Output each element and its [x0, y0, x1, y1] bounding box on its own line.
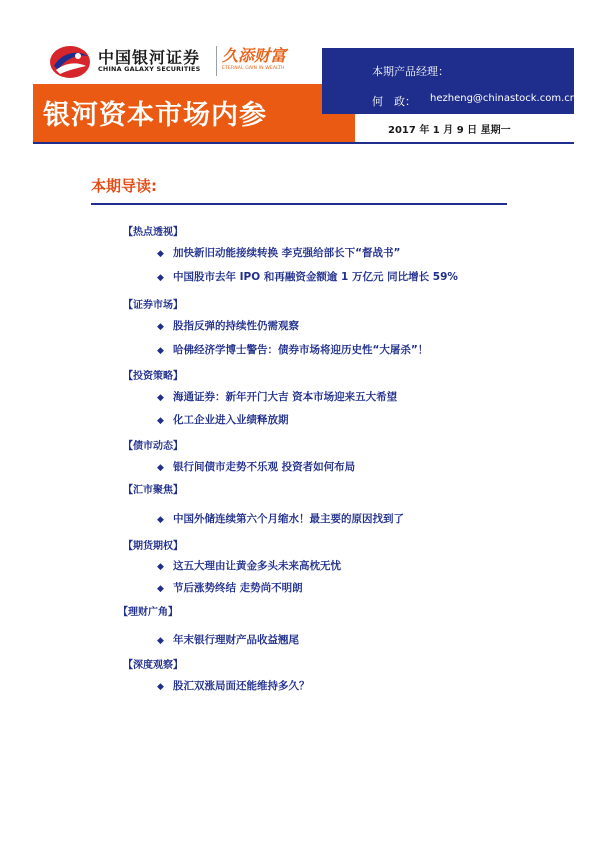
section-label-depth: 【深度观察】	[123, 660, 183, 671]
section-label-wealth: 【理财广角】	[118, 607, 178, 618]
diamond-bullet-icon: ◆	[157, 322, 164, 332]
section-label-strategy: 【投资策略】	[123, 371, 183, 382]
section-label-fx: 【汇市聚焦】	[123, 485, 183, 496]
diamond-bullet-icon: ◆	[157, 515, 164, 525]
galaxy-logo-icon	[48, 44, 92, 80]
toc-item[interactable]: ◆ 年末银行理财产品收益翘尾	[157, 634, 299, 646]
diamond-bullet-icon: ◆	[157, 249, 164, 259]
toc-item[interactable]: ◆ 海通证券：新年开门大吉 资本市场迎来五大希望	[157, 391, 398, 403]
diamond-bullet-icon: ◆	[157, 562, 164, 572]
issue-date: 2017 年 1 月 9 日 星期一	[388, 125, 511, 136]
manager-label: 本期产品经理：	[372, 65, 449, 78]
toc-item[interactable]: ◆ 化工企业进入业绩释放期	[157, 414, 289, 426]
diamond-bullet-icon: ◆	[157, 416, 164, 426]
diamond-bullet-icon: ◆	[157, 584, 164, 594]
toc-item[interactable]: ◆ 中国外储连续第六个月缩水！最主要的原因找到了	[157, 513, 404, 525]
diamond-bullet-icon: ◆	[157, 636, 164, 646]
section-label-futures: 【期货期权】	[123, 541, 183, 552]
section-label-hot: 【热点透视】	[123, 227, 183, 238]
guide-title: 本期导读:	[91, 177, 157, 195]
sub-brand-cn: 久添财富	[222, 46, 287, 65]
toc-item[interactable]: ◆ 中国股市去年 IPO 和再融资金额逾 1 万亿元 同比增长 59%	[157, 271, 458, 283]
toc-item[interactable]: ◆ 节后涨势终结 走势尚不明朗	[157, 582, 303, 594]
section-label-securities: 【证券市场】	[123, 300, 183, 311]
brand-name-en: CHINA GALAXY SECURITIES	[98, 65, 201, 73]
manager-name: 何 政：	[372, 95, 416, 108]
diamond-bullet-icon: ◆	[157, 682, 164, 692]
guide-rule	[91, 203, 507, 205]
sub-brand-en: ETERNAL GAIN IN WEALTH	[222, 66, 285, 71]
diamond-bullet-icon: ◆	[157, 463, 164, 473]
section-label-bond: 【债市动态】	[123, 441, 183, 452]
toc-item[interactable]: ◆ 银行间债市走势不乐观 投资者如何布局	[157, 461, 356, 473]
brand-divider	[216, 46, 217, 76]
diamond-bullet-icon: ◆	[157, 273, 164, 283]
toc-item[interactable]: ◆ 股汇双涨局面还能维持多久？	[157, 680, 310, 692]
brand-name-cn: 中国银河证券	[98, 48, 201, 67]
diamond-bullet-icon: ◆	[157, 346, 164, 356]
toc-item[interactable]: ◆ 股指反弹的持续性仍需观察	[157, 320, 299, 332]
diamond-bullet-icon: ◆	[157, 393, 164, 403]
product-manager-panel	[322, 48, 577, 114]
manager-email: hezheng@chinastock.com.cn	[430, 93, 577, 104]
toc-item[interactable]: ◆ 加快新旧动能接续转换 李克强给部长下“督战书”	[157, 247, 401, 259]
toc-item[interactable]: ◆ 这五大理由让黄金多头未来高枕无忧	[157, 560, 341, 572]
toc-item[interactable]: ◆ 哈佛经济学博士警告：债券市场将迎历史性“大屠杀”！	[157, 344, 429, 356]
publication-title: 银河资本市场内参	[43, 100, 267, 131]
header-rule	[33, 142, 574, 144]
